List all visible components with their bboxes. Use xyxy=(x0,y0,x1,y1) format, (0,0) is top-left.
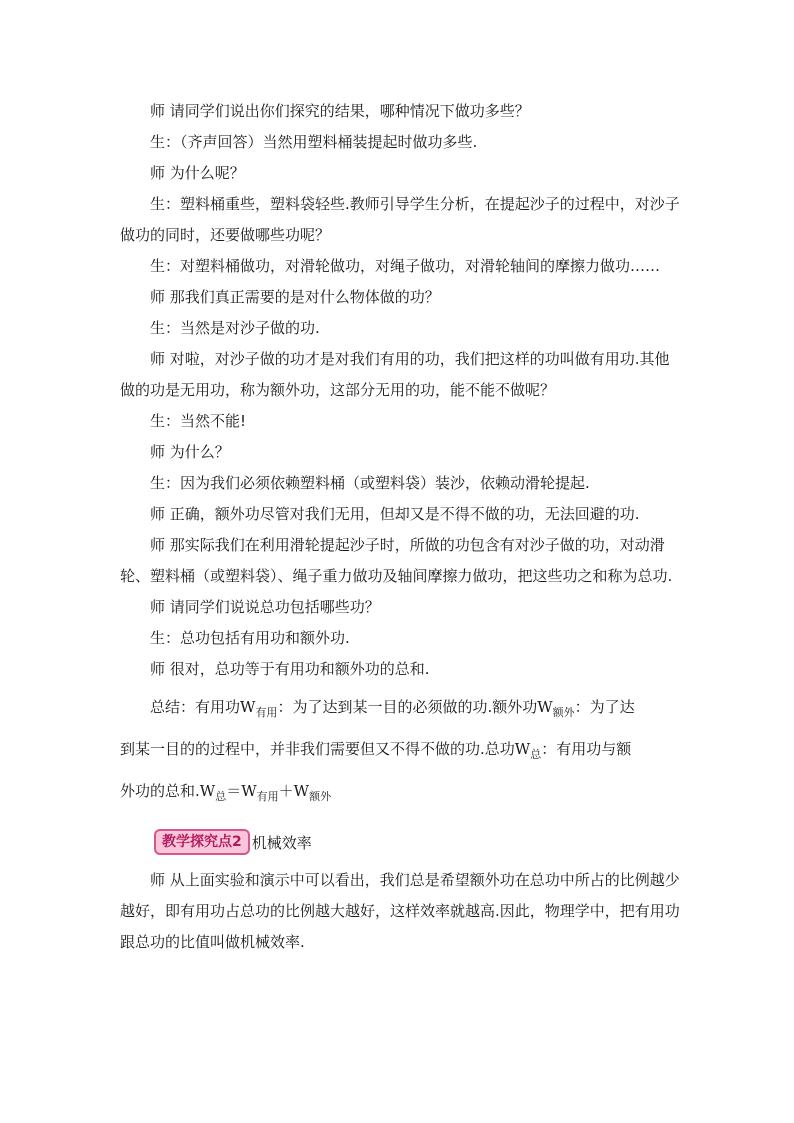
subscript-total: 总 xyxy=(530,748,542,761)
document-body xyxy=(120,96,680,958)
summary-text: ：为了达 xyxy=(574,698,635,716)
closing-paragraph: 师 从上面实验和演示中可以看出，我们总是希望额外功在总功中所占的比例越少越好，即有用功占总功的比例越大越好，这样效率就越高.因此，物理学中，把有用功跟总功的比值叫做机械效率. xyxy=(120,871,680,951)
dialogue-paragraph-10: 师 为什么？ xyxy=(150,443,230,461)
dialogue-paragraph-1: 师 请同学们说出你们探究的结果，哪种情况下做功多些？ xyxy=(150,102,530,120)
dialogue-paragraph-2: 生：（齐声回答）当然用塑料桶装提起时做功多些. xyxy=(150,133,478,151)
section-title: 机械效率 xyxy=(251,833,312,852)
dialogue-paragraph-3: 师 为什么呢？ xyxy=(150,164,245,182)
dialogue-paragraph-8: 师 对啦，对沙子做的功才是对我们有用的功，我们把这样的功叫做有用功.其他做的功是无用功，称为额外功，这部分无用的功，能不能不做呢？ xyxy=(120,350,670,399)
w-symbol: W xyxy=(240,698,256,716)
summary-text: 外功的总和. xyxy=(120,782,200,800)
w-symbol: W xyxy=(514,740,531,758)
dialogue-paragraph-15: 生：总功包括有用功和额外功. xyxy=(150,629,350,647)
dialogue-paragraph-6: 师 那我们真正需要的是对什么物体做的功？ xyxy=(150,288,440,306)
dialogue-paragraph-16: 师 很对，总功等于有用功和额外功的总和. xyxy=(150,660,430,678)
summary-text: 到某一目的的过程中，并非我们需要但又不得不做的功.总功 xyxy=(120,740,515,758)
section-badge: 教学探究点2 xyxy=(154,829,250,855)
w-symbol: W xyxy=(241,782,257,800)
summary-line-1 xyxy=(120,689,680,731)
summary-text: ：有用功与额 xyxy=(541,740,632,758)
dialogue-paragraph-4: 生：塑料桶重些，塑料袋轻些.教师引导学生分析，在提起沙子的过程中，对沙子做功的同时，还要做哪些功呢？ xyxy=(120,195,680,244)
subscript-extra: 额外 xyxy=(552,706,575,719)
subscript-extra: 额外 xyxy=(309,790,332,803)
w-symbol: W xyxy=(537,698,553,716)
summary-text: ：为了达到某一目的必须做的功.额外功 xyxy=(277,698,538,716)
plus-sign: ＋ xyxy=(278,782,294,800)
subscript-useful: 有用 xyxy=(256,790,279,803)
dialogue-paragraph-11: 生：因为我们必须依赖塑料桶（或塑料袋）装沙，依赖动滑轮提起. xyxy=(150,474,590,492)
w-symbol: W xyxy=(293,782,310,800)
section-heading xyxy=(154,825,680,859)
subscript-total: 总 xyxy=(215,790,227,803)
equals-sign: ＝ xyxy=(226,782,242,800)
subscript-useful: 有用 xyxy=(255,706,278,719)
dialogue-paragraph-14: 师 请同学们说说总功包括哪些功？ xyxy=(150,598,380,616)
summary-text: 总结：有用功 xyxy=(150,698,241,716)
summary-block xyxy=(120,689,680,815)
dialogue-paragraph-13: 师 那实际我们在利用滑轮提起沙子时，所做的功包含有对沙子做的功，对动滑轮、塑料桶（或塑料袋）、绳子重力做功及轴间摩擦力做功，把这些功之和称为总功. xyxy=(120,536,673,585)
dialogue-paragraph-5: 生：对塑料桶做功，对滑轮做功，对绳子做功，对滑轮轴间的摩擦力做功…… xyxy=(150,257,661,275)
summary-line-3 xyxy=(120,773,680,815)
w-symbol: W xyxy=(199,782,216,800)
dialogue-paragraph-12: 师 正确，额外功尽管对我们无用，但却又是不得不做的功，无法回避的功. xyxy=(150,505,640,523)
dialogue-paragraph-7: 生：当然是对沙子做的功. xyxy=(150,319,320,337)
summary-line-2 xyxy=(120,731,680,773)
dialogue-paragraph-9: 生：当然不能! xyxy=(150,412,247,430)
